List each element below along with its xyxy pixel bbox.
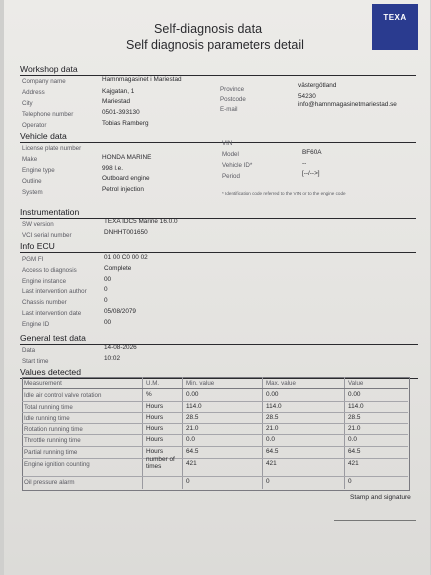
values-column-header: Min. value [186,380,215,387]
values-cell-min: 64.5 [186,448,199,455]
measurement-name: Partial running time [24,449,78,456]
values-cell-um: Hours [146,403,164,410]
instrumentation-heading: Instrumentation [20,207,80,217]
values-cell-max: 28.5 [266,414,279,421]
vehicle-footnote: * Identification code referred to the VIN or to the engine code [222,191,346,196]
measurement-name: Oil pressure alarm [24,479,75,486]
system-label: System [22,189,43,196]
values-cell-min: 21.0 [186,425,199,432]
system-value: Petrol injection [102,186,144,193]
values-row-rule [22,412,408,413]
instrumentation-rule [20,218,416,219]
values-cell-max: 0.0 [266,436,275,443]
values-cell-um: Hours [146,414,164,421]
operator-value: Tobias Ramberg [102,120,149,127]
start-time-label: Start time [22,358,49,365]
email-value: info@hamnmagasinetmariestad.se [298,101,397,108]
ecu-row-label: PGM FI [22,256,44,263]
stamp-signature-label: Stamp and signature [350,494,411,501]
period-value: [--/-->] [302,170,320,177]
engine-type-value: 998 l.e. [102,165,123,172]
values-cell-v: 0.0 [348,436,357,443]
start-time-value: 10:02 [104,355,120,362]
values-cell-min: 0.00 [186,391,199,398]
phone-label: Telephone number [22,111,74,118]
ecu-row-label: Chassis number [22,299,67,307]
ecu-row-value: 05/08/2079 [104,308,136,315]
values-cell-v: 21.0 [348,425,361,432]
values-cell-v: 114.0 [348,403,364,410]
phone-value: 0501-393130 [102,109,140,116]
ecu-row-value: 0 [104,297,108,305]
values-row-rule [22,458,408,459]
values-cell-max: 21.0 [266,425,279,432]
postcode-label: Postcode [220,96,246,103]
values-row-rule [22,434,408,435]
postcode-value: 54230 [298,93,316,100]
period-label: Period [222,173,240,180]
measurement-name: Throttle running time [24,437,81,444]
values-row-rule [22,446,408,447]
values-row-rule [22,401,408,402]
values-column-header: Value [348,380,364,387]
values-cell-max: 0 [266,478,270,485]
values-column-divider [142,377,143,489]
values-cell-v: 64.5 [348,448,361,455]
sw-version-label: SW version [22,221,54,228]
email-label: E-mail [220,106,238,113]
province-value: västergötland [298,82,337,89]
ecu-row-value: 0 [104,286,108,294]
vci-serial-value: DNHHT001650 [104,229,148,236]
city-value: Mariestad [102,98,131,105]
workshop-heading: Workshop data [20,64,78,74]
city-label: City [22,100,33,107]
ecu-rule [20,252,416,253]
values-cell-um: Hours [146,436,164,443]
vehicle-id-label: Vehicle ID* [222,162,253,169]
outline-value: Outboard engine [102,175,150,182]
vci-serial-label: VCI serial number [22,232,72,239]
values-cell-min: 28.5 [186,414,199,421]
values-column-header: Measurement [24,380,62,387]
vin-label: VIN [222,140,233,147]
values-column-header: U.M. [146,380,160,387]
values-cell-um: Hours [146,425,164,432]
values-cell-um: % [146,391,152,398]
values-cell-max: 64.5 [266,448,279,455]
values-header-rule [22,388,408,389]
ecu-row-label: Last intervention author [22,288,87,296]
address-value: Kajgatan, 1 [102,88,135,95]
ecu-row-value: Complete [104,264,132,272]
report-subtitle: Self diagnosis parameters detail [126,38,304,52]
report-sheet [4,0,430,575]
values-cell-max: 0.00 [266,391,279,398]
ecu-heading: Info ECU [20,241,55,251]
model-value: BF60A [302,149,322,156]
values-column-divider [262,377,263,489]
values-cell-max: 421 [266,460,277,467]
ecu-row-label: Engine ID [22,320,50,328]
model-label: Model [222,151,239,158]
outline-label: Outline [22,178,42,185]
general-rule [20,344,418,345]
report-title: Self-diagnosis data [154,22,263,36]
values-row-rule [22,423,408,424]
make-label: Make [22,156,38,163]
company-label: Company name [22,78,66,85]
date-value: 14-08-2026 [104,344,137,351]
values-cell-min: 0.0 [186,436,195,443]
vehicle-rule [20,142,416,143]
sw-version-value: TEXA IDC5 Marine 16.0.0 [104,218,178,225]
ecu-row-label: Last intervention date [22,310,82,317]
general-heading: General test data [20,333,86,343]
values-column-header: Max. value [266,380,296,387]
values-cell-max: 114.0 [266,403,282,410]
ecu-row-value: 00 [104,318,112,326]
values-cell-v: 421 [348,460,359,467]
ecu-row-value: 00 [104,275,112,283]
ecu-row-label: Engine instance [22,277,67,285]
values-cell-min: 114.0 [186,403,202,410]
vehicle-id-value: -- [302,160,307,167]
measurement-name: Rotation running time [24,426,83,433]
values-cell-v: 0.00 [348,391,361,398]
values-cell-min: 421 [186,460,197,467]
make-value: HONDA MARINE [102,154,152,161]
values-row-rule [22,476,408,477]
measurement-name: Idle air control valve rotation [24,392,102,399]
address-label: Address [22,89,45,96]
vehicle-heading: Vehicle data [20,131,67,141]
values-column-divider [344,377,345,489]
values-cell-v: 28.5 [348,414,361,421]
engine-type-label: Engine type [22,167,55,174]
signature-line [334,520,416,521]
measurement-name: Total running time [24,404,73,411]
measurement-name: Engine ignition counting [24,461,90,468]
values-cell-um: Hours [146,448,164,455]
texa-logo: TEXA [372,4,418,50]
values-cell-um: number of times [146,456,175,470]
values-heading: Values detected [20,367,81,377]
values-cell-min: 0 [186,478,190,485]
values-cell-v: 0 [348,478,352,485]
province-label: Province [220,86,245,93]
plate-label: License plate number [22,145,82,152]
operator-label: Operator [22,122,47,129]
ecu-row-value: 01 00 C0 00 02 [104,254,148,261]
values-column-divider [182,377,183,489]
date-label: Data [22,347,36,354]
measurement-name: Idle running time [24,415,70,422]
workshop-rule [20,75,416,76]
company-value: Hamnmagasinet i Mariestad [102,76,182,83]
ecu-row-label: Access to diagnosis [22,266,77,274]
